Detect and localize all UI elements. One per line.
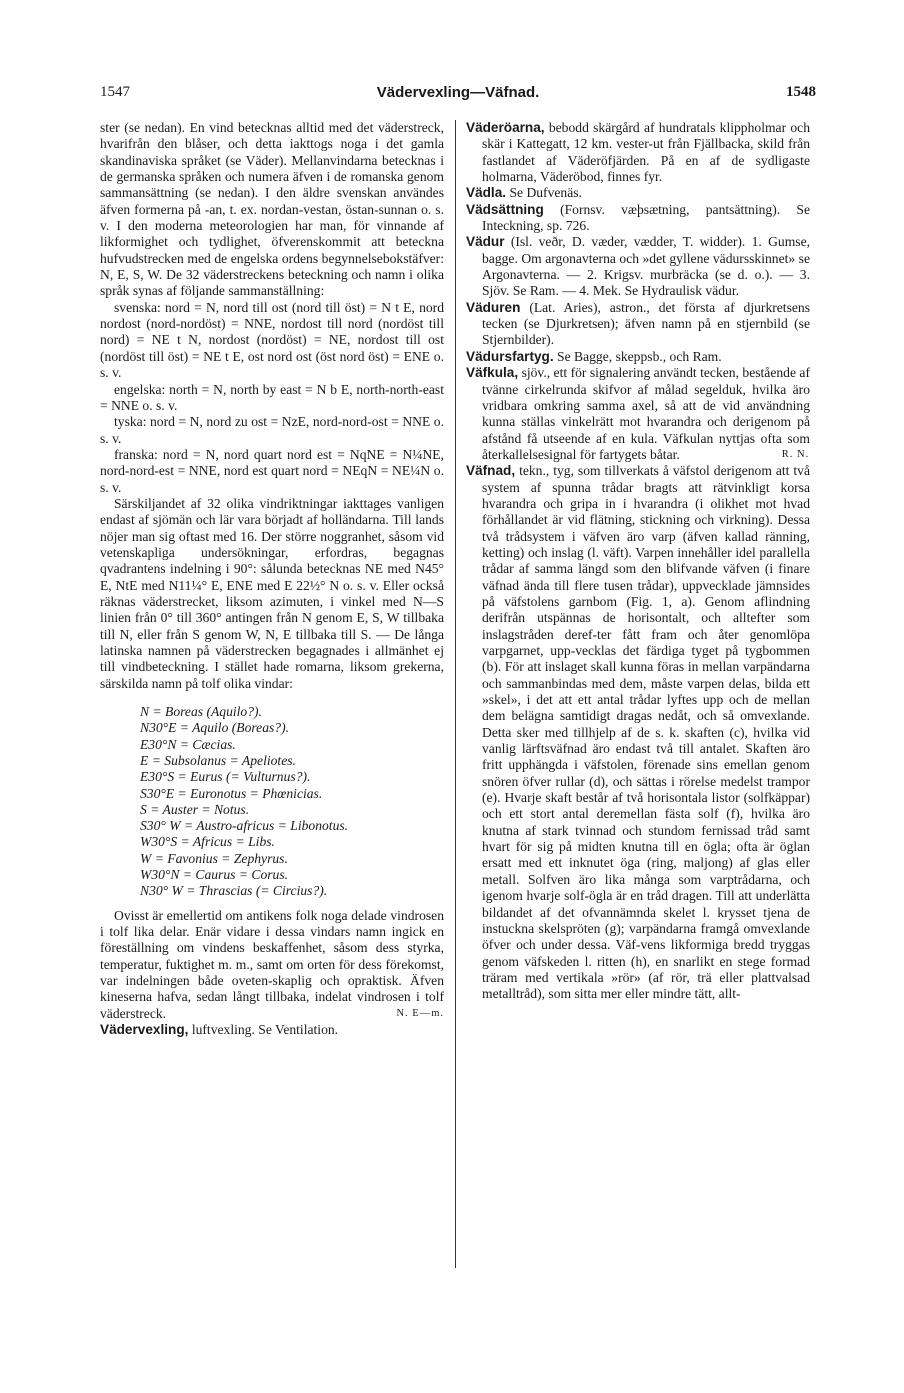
entry-headword: Vädursfartyg. (466, 348, 554, 364)
wind-entry: N30° W = Thrascias (= Circius?). (140, 883, 328, 899)
entry-headword: Vädla. (466, 185, 507, 201)
wind-entry: E30°S = Eurus (= Vulturnus?). (140, 769, 311, 785)
entry-vadla (466, 185, 810, 201)
entry-vadursfartyg (466, 349, 810, 365)
entry-headword: Väfnad, (466, 463, 516, 479)
entry-vafnad (466, 463, 810, 1002)
entry-vadur (466, 234, 810, 299)
left-page-number: 1547 (100, 84, 130, 100)
author-signature: N. E—m. (396, 1007, 444, 1019)
paragraph: Särskiljandet af 32 olika vindriktningar iakttages vanligen endast af sjömän och lär vara börjadt af holländarna. Till lands nöjer man sig oftast med 16. Der större noggranhet, såsom vid vetenskapliga undersökningar, erfordras, begagnas qvadrantens indelning i 90°: sålunda betecknas NE med N45° E, NtE med N11¼° E, ENE med E 22½° N o. s. v. Eller också räknas väderstrecket, liksom azimuten, i vinkel med N—S linien från 0° till 360° antingen från N genom E, S, W tillbaka till N, eller från S genom W, N, E tillbaka till S. — De långa latinska namnen på väderstrecken begagnades i allmänhet ej till vindbeteckning. I stället hade romarna, liksom grekerna, särskilda namn på tolf olika vindar: (100, 495, 444, 691)
wind-list (140, 704, 444, 900)
entry-text: sjöv., ett för signalering användt tecken, bestående af tvänne cirkelrunda skifvor af målad segelduk, hvilka äro vridbara omkring samma axel, så att de vid användning kunna ställas vinkelrätt mot hvarandra och derigenom på afstånd få utseende af en kula. Väfkulan nyttjas ofta som återkallelsesignal för fartygets båtar. (482, 365, 810, 462)
entry-text: luftvexling. Se Ventilation. (191, 1022, 339, 1037)
entry-headword: Vädervexling, (100, 1022, 189, 1037)
entry-vafkula (466, 365, 810, 463)
paragraph-svenska: svenska: nord = N, nord till ost (nord till öst) = N t E, nord nordost (nord-nordöst) = NNE, nordost till nord (nordöst till nord) = NE t N, nordost (nordöst) = NE, nordost till ost (nordöst till öst) = NE t E, ost nord ost (öst nord öst) = ENE o. s. v. (100, 299, 444, 381)
right-page-number: 1548 (786, 84, 816, 100)
wind-entry: W30°N = Caurus = Corus. (140, 867, 289, 882)
entry-text: (Fornsv. væþsætning, pantsättning). Se Inteckning, sp. 726. (482, 201, 810, 234)
entry-vaderoarna (466, 120, 810, 185)
entry-text: (Isl. veðr, D. væder, vædder, T. widder). 1. Gumse, bagge. Om argonavterna och »det gyllene vädursskinnet» se Argonavterna. — 2. Krigsv. murbräcka (se d. o.). — 3. Sjöv. Se Ram. — 4. Mek. Se Hydraulisk vädur. (482, 234, 810, 299)
entry-text: bebodd skärgård af hundratals klippholmar och skär i Kattegatt, 12 km. vester-ut från Fjällbacka, skild från fastlandet af Väderöfjärden. På en af de sydligaste holmarna, Väderöbod, finnes fyr. (482, 120, 810, 185)
wind-entry: N30°E = Aquilo (Boreas?). (140, 720, 290, 736)
column-divider (455, 120, 456, 1268)
entry-text: Se Dufvenäs. (509, 185, 582, 201)
entry-headword: Vädsättning (466, 201, 544, 217)
entry-headword: Väfkula, (466, 365, 519, 381)
wind-entry: W = Favonius = Zephyrus. (140, 850, 288, 866)
wind-entry: S = Auster = Notus. (140, 801, 250, 817)
page-header (100, 84, 816, 110)
paragraph-tyska: tyska: nord = N, nord zu ost = NzE, nord-nord-ost = NNE o. s. v. (100, 414, 444, 446)
entry-vadsattning (466, 202, 810, 235)
wind-entry: W30°S = Africus = Libs. (140, 834, 275, 850)
entry-vaduren (466, 300, 810, 349)
wind-entry: S30°E = Euronotus = Phœnicias. (140, 785, 323, 801)
entry-vadervexling (100, 1022, 444, 1038)
entry-headword: Väduren (466, 299, 521, 315)
entry-headword: Vädur (466, 234, 505, 250)
paragraph-engelska: engelska: north = N, north by east = N b E, north-north-east = NNE o. s. v. (100, 381, 444, 413)
wind-entry: E = Subsolanus = Apeliotes. (140, 752, 296, 768)
entry-text: (Lat. Aries), astron., det första af djurkretsens tecken (se Djurkretsen); äfven namn på en stjernbild (se Stjernbilder). (482, 299, 810, 348)
entry-text: tekn., tyg, som tillverkats å väfstol derigenom att två system af spunna trådar bragts att rätvinkligt korsa hvarandra och gripa in i hvarandra (i olikhet mot hvad förhållandet är vid flätning, stickning och virkning). Dessa två trådsystem i väfven äro varp (äfven kallad ränning, ketting) och inslag (l. väft). Varpen innehåller idel parallella trådar af samma längd som den blifvande väfven (i finare väfnad ända till flere tusen trådar), uppvecklade jämnsides på väfstolens garnbom (Fig. 1, a). Genom aflindning derifrån utspännas de horisontalt, och alltefter som inslagstråden deref-ter fått fram och åter genomlöpa varpgarnet, upp-vecklas det färdiga tyget på tygbommen (b). För att inslaget skall kunna föras in mellan varpändarna och sammanbindas med dem, måste varpen delas, bilda ett »skel», i det att ett antal trådar lyftes upp och de mellan dem belägna samtidigt dragas nedåt, och så omvexlande. Detta sker med tillhjelp af de s. k. skaften (c), hvilka vid vanlig lärftsväfnad äro endast två till antalet. Skaften äro fritt upphängda i väfstolen, förenade sins emellan genom snören öfver rullar (d), och sättas i rörelse medelst trampor (e). Hvarje skaft består af två horisontala listor (solfkäppar) och ett stort antal deremellan fästa solf (f), hvilka äro knutna af stark tvinnad och stundom fernissad tråd samt hvart för sig på midten knutna till en ögla; ofta är öglan ersatt med ett inknutet öga (ring, maljong) af glas eller metall. Solfven äro lika många som varptrådarna, och igenom hvarje solf-ögla är en tråd dragen. Till att underlätta bildandet af det ofvannämnda skelet l. krysset tjena de instuckna skelspröten (g); varpändarna framgå omvexlande öfver och under dessa. Väf-vens likformiga bredd tryggas genom väfskeden l. ritten (h), en snarlikt en stege formad träram med vertikala »rör» (af rör, trä eller plattvalsad metalltråd), som sitta mer eller mindre tätt, allt- (482, 463, 810, 1002)
paragraph (100, 908, 444, 1022)
entry-headword: Väderöarna, (466, 120, 545, 135)
left-column (100, 120, 444, 1038)
paragraph-franska: franska: nord = N, nord quart nord est = NqNE = N¼NE, nord-nord-est = NNE, nord est quart nord = NEqN = NE¼N o. s. v. (100, 446, 444, 495)
wind-entry: S30° W = Austro-africus = Libonotus. (140, 818, 349, 834)
entry-text: Se Bagge, skeppsb., och Ram. (557, 348, 722, 364)
wind-entry: E30°N = Cæcias. (140, 736, 236, 752)
paragraph: ster (se nedan). En vind betecknas alltid med det väderstreck, hvarifrån den blåser, och detta iakttogs noga i det gamla skandinaviska språket (se Väder). Mellanvindarna betecknas i de germanska språken och numera äfven i de romanska genom sammansättning (se nedan). I den äldre svenskan användes äfven formerna på -an, t. ex. nordan-vestan, östan-sunnan o. s. v. I den moderna meteorologien har man, för vinnande af likformighet och tydlighet, öfverenskommit att beteckna hufvudstrecken med de engelska ordens begynnelsebokstäfver: N, E, S, W. De 32 väderstreckens beteckning och namn i olika språk synas af följande sammanställning: (100, 120, 444, 299)
wind-entry: N = Boreas (Aquilo?). (140, 704, 262, 720)
paragraph-text: Ovisst är emellertid om antikens folk noga delade vindrosen i tolf lika delar. Enär vidare i dessa vindars namn ingick en föreställning om vindens beskaffenhet, såsom dess styrka, temperatur, fuktighet m. m., samt om orten för dess förekomst, var indelningen både oveten-skaplig och opraktisk. Äfven kineserna hafva, sedan långt tillbaka, indelat vindrosen i tolf väderstreck. (100, 907, 444, 1021)
author-signature: R. N. (781, 448, 810, 460)
running-title: Vädervexling—Väfnad. (376, 84, 540, 101)
right-column (466, 120, 810, 1003)
